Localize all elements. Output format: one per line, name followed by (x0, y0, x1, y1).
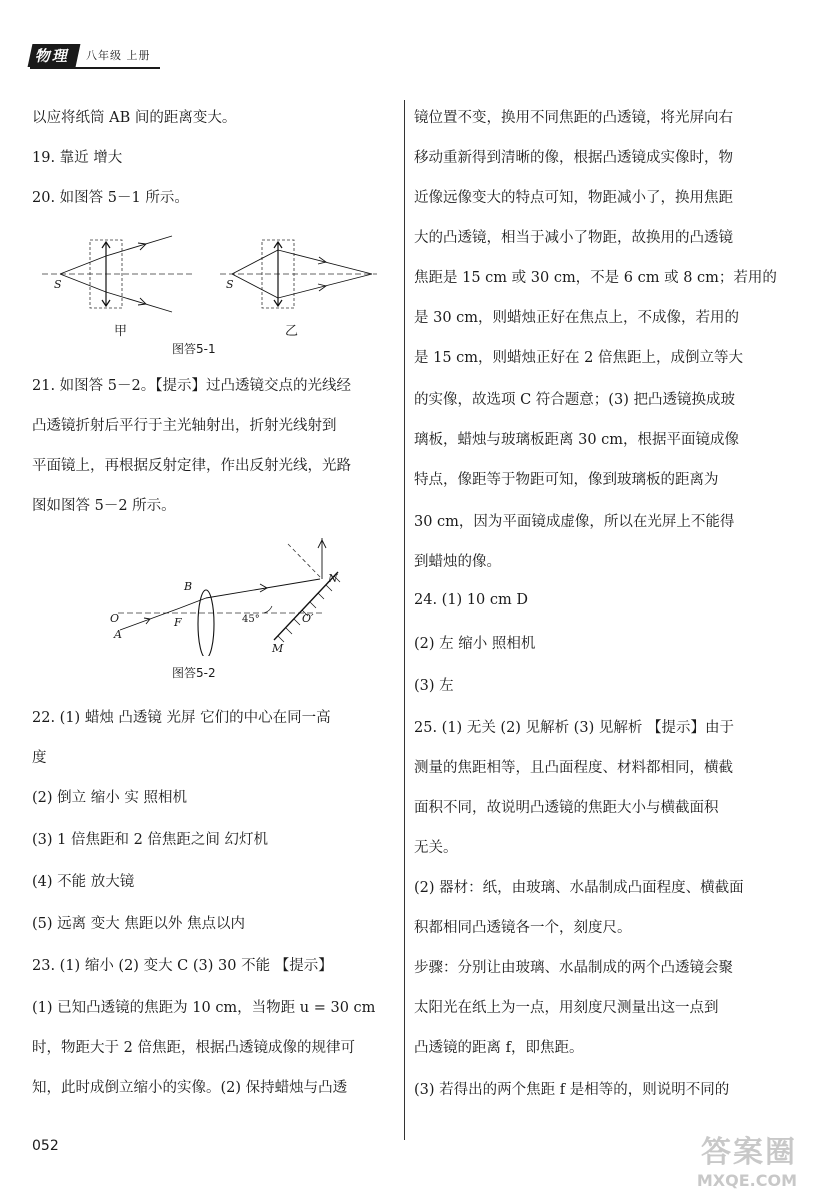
subject-label: 物理 (28, 44, 81, 67)
text-line: 到蜡烛的像。 (414, 554, 501, 570)
text-line: 23. (1) 缩小 (2) 变大 C (3) 30 不能 【提示】 (32, 958, 333, 974)
header-rule (30, 67, 160, 69)
column-divider (404, 100, 405, 1140)
watermark (697, 1127, 797, 1190)
text-line: 大的凸透镜，相当于减小了物距，故换用的凸透镜 (414, 230, 733, 246)
text-line: 凸透镜的距离 f，即焦距。 (414, 1040, 584, 1056)
text-line: (3) 左 (414, 678, 454, 694)
text-line: 平面镜上，再根据反射定律，作出反射光线，光路 (32, 458, 351, 474)
fig1-label-s-right: S (226, 278, 234, 291)
fig2-label-45: 45° (242, 614, 260, 625)
text-line: (3) 若得出的两个焦距 f 是相等的，则说明不同的 (414, 1082, 730, 1098)
text-line: 度 (32, 750, 47, 766)
text-line: 凸透镜折射后平行于主光轴射出，折射光线射到 (32, 418, 337, 434)
text-line: 是 30 cm，则蜡烛正好在焦点上，不成像，若用的 (414, 310, 740, 326)
fig2-label-oprime: O′ (302, 612, 314, 625)
text-line: (2) 倒立 缩小 实 照相机 (32, 790, 187, 806)
fig2-label-b: B (184, 580, 193, 593)
text-line: 25. (1) 无关 (2) 见解析 (3) 见解析 【提示】由于 (414, 720, 734, 736)
fig1-caption: 图答5-1 (172, 342, 216, 356)
text-line: 的实像，故选项 C 符合题意；(3) 把凸透镜换成玻 (414, 392, 735, 408)
text-line: 19. 靠近 增大 (32, 150, 123, 166)
figure-5-1 (42, 228, 382, 318)
page-number: 052 (32, 1138, 59, 1154)
text-line: 无关。 (414, 840, 458, 856)
text-line: (2) 左 缩小 照相机 (414, 636, 536, 652)
fig2-label-f: F (174, 616, 182, 629)
fig1-label-jia: 甲 (114, 324, 128, 339)
fig1-label-s-left: S (54, 278, 62, 291)
figure-5-2 (92, 536, 362, 656)
text-line: 21. 如图答 5－2。【提示】过凸透镜交点的光线经 (32, 378, 351, 394)
text-line: (3) 1 倍焦距和 2 倍焦距之间 幻灯机 (32, 832, 269, 848)
fig2-label-a: A (114, 628, 122, 641)
text-line: (2) 器材：纸，由玻璃、水晶制成凸面程度、横截面 (414, 880, 744, 896)
fig1-label-yi: 乙 (285, 324, 299, 339)
text-line: 22. (1) 蜡烛 凸透镜 光屏 它们的中心在同一高 (32, 710, 331, 726)
fig2-label-m: M (272, 642, 284, 655)
text-line: 时，物距大于 2 倍焦距，根据凸透镜成像的规律可 (32, 1040, 355, 1056)
text-line: 面积不同，故说明凸透镜的焦距大小与横截面积 (414, 800, 719, 816)
text-line: 近像远像变大的特点可知，物距减小了，换用焦距 (414, 190, 733, 206)
text-line: 以应将纸筒 AB 间的距离变大。 (32, 110, 237, 126)
grade-label: 八年级 上册 (86, 49, 151, 62)
text-line: 特点，像距等于物距可知，像到玻璃板的距离为 (414, 472, 719, 488)
page-header (30, 44, 151, 66)
text-line: 移动重新得到清晰的像，根据凸透镜成实像时，物 (414, 150, 733, 166)
watermark-logo-text: 答案圈 (701, 1135, 797, 1170)
fig2-label-o: O (110, 612, 120, 625)
fig2-label-n: N (328, 572, 338, 585)
text-line: (5) 远离 变大 焦距以外 焦点以内 (32, 916, 245, 932)
text-line: 璃板，蜡烛与玻璃板距离 30 cm，根据平面镜成像 (414, 432, 740, 448)
text-line: 测量的焦距相等，且凸面程度、材料都相同，横截 (414, 760, 733, 776)
text-line: 焦距是 15 cm 或 30 cm，不是 6 cm 或 8 cm；若用的 (414, 270, 777, 286)
text-line: 知，此时成倒立缩小的实像。(2) 保持蜡烛与凸透 (32, 1080, 348, 1096)
text-line: 20. 如图答 5－1 所示。 (32, 190, 189, 206)
watermark-url: MXQE.COM (696, 1171, 797, 1190)
text-line: 是 15 cm，则蜡烛正好在 2 倍焦距上，成倒立等大 (414, 350, 743, 366)
text-line: 24. (1) 10 cm D (414, 592, 528, 608)
text-line: 镜位置不变，换用不同焦距的凸透镜，将光屏向右 (414, 110, 733, 126)
fig2-caption: 图答5-2 (172, 666, 216, 680)
text-line: (4) 不能 放大镜 (32, 874, 135, 890)
text-line: 图如图答 5－2 所示。 (32, 498, 176, 514)
text-line: (1) 已知凸透镜的焦距为 10 cm，当物距 u = 30 cm (32, 1000, 376, 1016)
text-line: 步骤：分别让由玻璃、水晶制成的两个凸透镜会聚 (414, 960, 733, 976)
text-line: 积都相同凸透镜各一个，刻度尺。 (414, 920, 632, 936)
text-line: 太阳光在纸上为一点，用刻度尺测量出这一点到 (414, 1000, 719, 1016)
text-line: 30 cm，因为平面镜成虚像，所以在光屏上不能得 (414, 514, 735, 530)
